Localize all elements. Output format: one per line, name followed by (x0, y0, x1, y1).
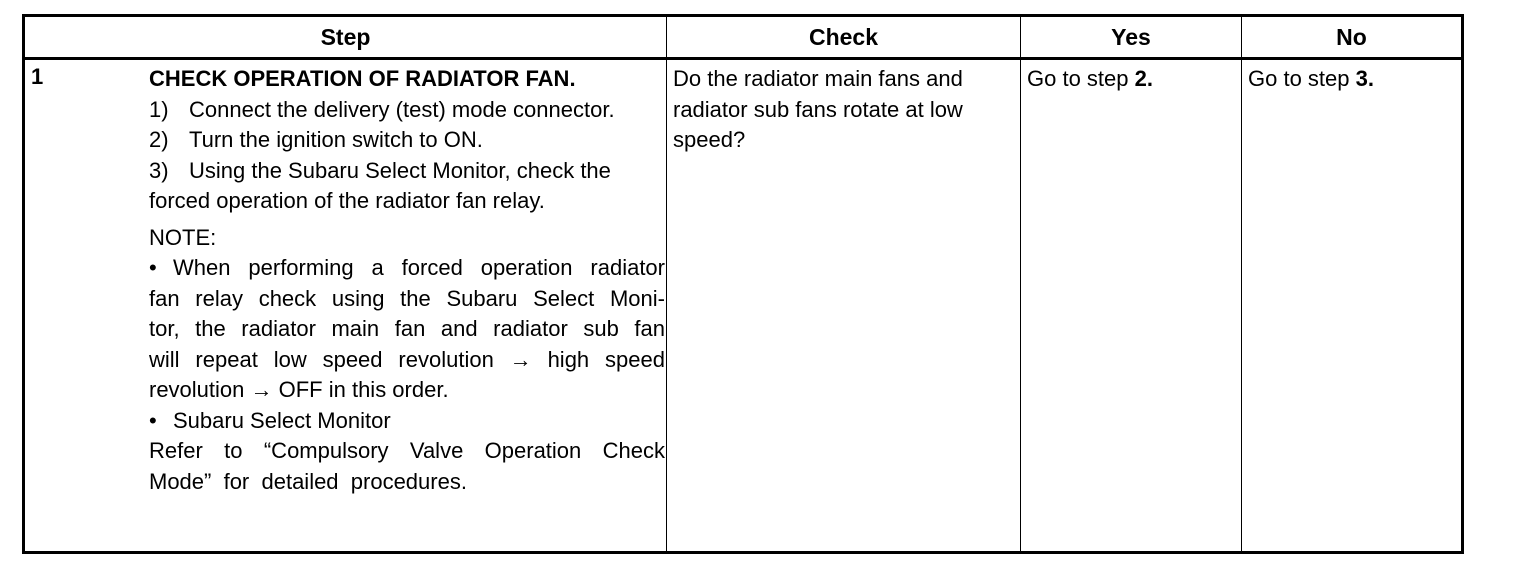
substep-1 (149, 95, 665, 126)
no-prefix: Go to step (1248, 66, 1356, 91)
note-line-4: will repeat low speed revolution → high speed (149, 346, 665, 372)
header-no: No (1242, 16, 1463, 59)
yes-prefix: Go to step (1027, 66, 1135, 91)
header-step: Step (24, 16, 667, 59)
note-bullet-2 (149, 406, 665, 437)
step-cell (24, 59, 667, 553)
substep-2 (149, 125, 665, 156)
note-line-3: tor, the radiator main fan and radiator sub fan (149, 316, 665, 341)
substep-3 (149, 156, 665, 187)
diagnostic-table (22, 14, 1464, 554)
note-bullet-1 (149, 253, 665, 284)
bullet-icon: • (149, 407, 157, 433)
note-block (149, 223, 665, 498)
note-line-2: fan relay check using the Subaru Select Moni- (149, 285, 665, 311)
substep-1-num: 1) (149, 96, 169, 122)
refer-line-1: Refer to “Compulsory Valve Operation Check (149, 438, 665, 463)
step-title: CHECK OPERATION OF RADIATOR FAN. (149, 66, 576, 91)
step-body (149, 64, 665, 497)
substep-3-continuation: forced operation of the radiator fan relay. (149, 188, 545, 213)
header-yes: Yes (1021, 16, 1242, 59)
no-goto (1248, 66, 1374, 91)
substep-3-num: 3) (149, 157, 169, 183)
no-step-number: 3. (1355, 66, 1374, 91)
yes-step-value: 2 (1134, 66, 1147, 91)
note-label: NOTE: (149, 224, 217, 250)
yes-goto (1027, 66, 1153, 91)
substep-2-num: 2) (149, 127, 169, 152)
yes-step-number: 2. (1134, 66, 1153, 91)
check-line-1: Do the radiator main fans and (673, 66, 963, 91)
substep-3-text: Using the Subaru Select Monitor, check the (189, 157, 611, 183)
no-cell (1242, 59, 1463, 553)
bullet-icon: • (149, 255, 157, 280)
check-line-2: radiator sub fans rotate at low (673, 96, 963, 122)
check-cell (667, 59, 1021, 553)
refer-line-2: Mode” for detailed procedures. (149, 468, 467, 494)
substep-2-text: Turn the ignition switch to ON. (189, 127, 483, 152)
no-step-value: 3 (1355, 66, 1368, 91)
header-check: Check (667, 16, 1021, 59)
note-line-1: When performing a forced operation radiator (173, 255, 665, 280)
bullet-2-text: Subaru Select Monitor (173, 407, 391, 433)
substep-1-text: Connect the delivery (test) mode connector. (189, 96, 615, 122)
table-header-row (24, 16, 1463, 59)
note-line-5: revolution → OFF in this order. (149, 377, 449, 402)
check-line-3: speed? (673, 127, 746, 152)
step-number: 1 (31, 64, 44, 89)
table-row (24, 59, 1463, 553)
yes-cell (1021, 59, 1242, 553)
